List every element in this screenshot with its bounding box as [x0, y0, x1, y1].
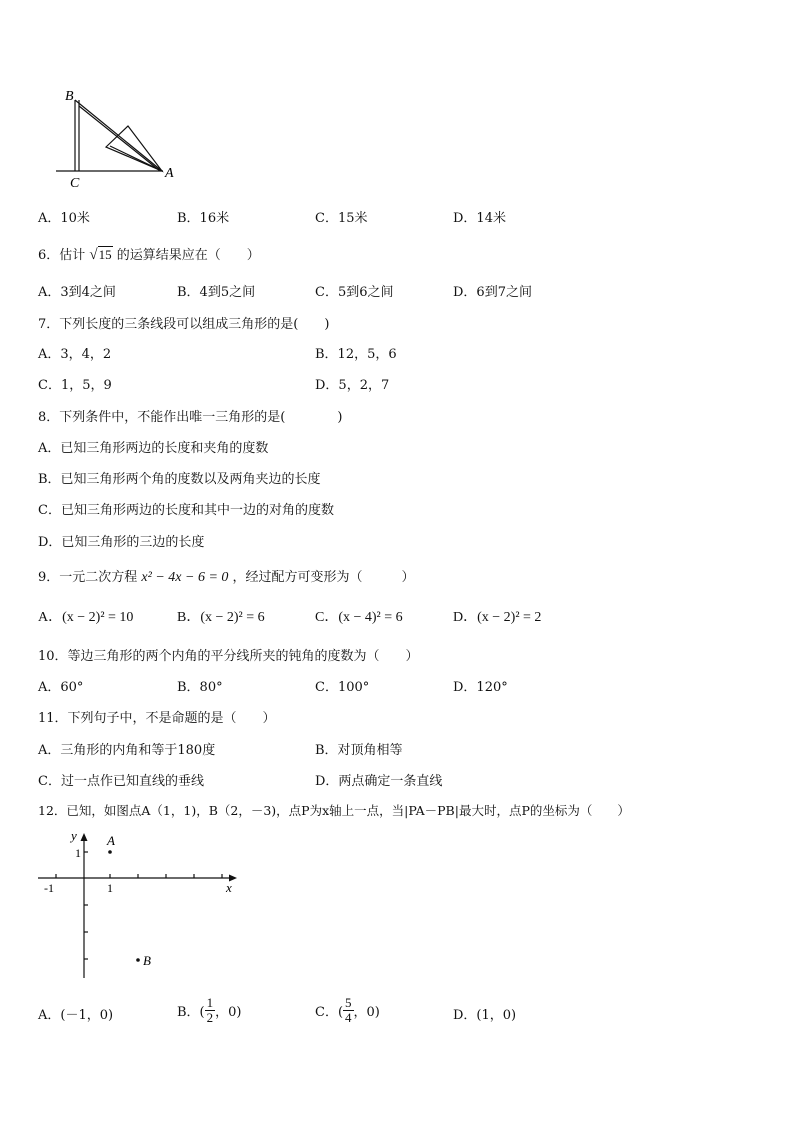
q7-stem: 7．下列长度的三条线段可以组成三角形的是( ) — [38, 317, 330, 332]
q9-suffix: ，经过配方可变形为（ ） — [232, 570, 415, 585]
q12-b-numerator: 1 — [206, 995, 214, 1010]
q5-option-c: C．15米 — [315, 211, 368, 226]
q12-b-denominator: 2 — [206, 1010, 214, 1025]
sqrt-radicand: 15 — [98, 247, 112, 262]
q7-option-b: B．12，5，6 — [315, 347, 397, 362]
q12-stem: 12．已知，如图点A（1，1)，B（2，－3)，点P为x轴上一点，当|PA－PB|最大时，点P的坐标为（ ） — [38, 803, 630, 818]
label-C: C — [70, 176, 80, 190]
q8-option-d: D．已知三角形的三边的长度 — [38, 535, 205, 550]
q9-equation: x² − 4x − 6 = 0 — [141, 570, 229, 585]
coordinate-figure — [34, 826, 244, 984]
label-A: A — [165, 166, 174, 181]
q7-option-a: A．3，4，2 — [38, 347, 112, 362]
q8-option-a: A．已知三角形两边的长度和夹角的度数 — [38, 441, 269, 456]
q12-c-numerator: 5 — [345, 995, 352, 1010]
label-B: B — [65, 89, 74, 104]
q6-option-a: A．3到4之间 — [38, 285, 116, 300]
sqrt-expression: √15 — [89, 247, 112, 263]
q10-option-d: D．120° — [453, 680, 508, 695]
tick-label-y1: 1 — [75, 846, 81, 860]
q9-stem — [38, 566, 415, 586]
q7-option-c: C．1，5，9 — [38, 378, 112, 393]
triangle-figure — [48, 84, 188, 190]
q12-c-denominator: 4 — [345, 1010, 352, 1025]
q5-option-b: B．16米 — [177, 211, 230, 226]
q6-stem — [38, 244, 260, 264]
q6-option-d: D．6到7之间 — [453, 285, 532, 300]
q10-stem: 10．等边三角形的两个内角的平分线所夹的钝角的度数为（ ） — [38, 649, 419, 664]
q5-option-a: A．10米 — [38, 211, 90, 226]
q7-option-d: D．5，2，7 — [315, 378, 390, 393]
q9-option-a: A．(x − 2)² = 10 — [38, 610, 134, 625]
q10-option-a: A．60° — [38, 680, 84, 695]
label-point-a: A — [107, 833, 115, 848]
q10-option-c: C．100° — [315, 680, 370, 695]
q8-option-c: C．已知三角形两边的长度和其中一边的对角的度数 — [38, 503, 334, 518]
q11-option-c: C．过一点作已知直线的垂线 — [38, 774, 204, 789]
q9-option-d: D．(x − 2)² = 2 — [453, 610, 542, 625]
x-axis-label: x — [226, 880, 232, 895]
q9-option-c: C．(x − 4)² = 6 — [315, 610, 403, 625]
q8-option-b: B．已知三角形两个角的度数以及两角夹边的长度 — [38, 472, 321, 487]
label-point-b: B — [143, 953, 151, 968]
q12-option-a: A．(－1，0) — [38, 1008, 114, 1023]
tick-label-x1: 1 — [107, 881, 113, 895]
y-axis-label: y — [71, 828, 77, 843]
q6-suffix: 的运算结果应在（ ） — [116, 248, 260, 263]
q10-option-b: B．80° — [177, 680, 223, 695]
q12-option-c: C．( $\frac{5}{4}$ ，0) — [315, 995, 380, 1025]
tick-label-neg1: -1 — [44, 881, 54, 895]
point-a — [108, 850, 112, 854]
q12-option-b: B．( $\frac{1}{2}$ ，0) — [177, 995, 242, 1025]
q8-stem: 8．下列条件中，不能作出唯一三角形的是( ) — [38, 410, 343, 425]
q6-prefix: 6．估计 — [38, 248, 86, 263]
q11-option-b: B．对顶角相等 — [315, 743, 403, 758]
q11-option-d: D．两点确定一条直线 — [315, 774, 443, 789]
q11-stem: 11．下列句子中，不是命题的是（ ） — [38, 711, 276, 726]
q6-option-b: B．4到5之间 — [177, 285, 256, 300]
q9-prefix: 9．一元二次方程 — [38, 570, 138, 585]
q12-option-d: D．(1，0) — [453, 1008, 517, 1023]
q11-option-a: A．三角形的内角和等于180度 — [38, 743, 216, 758]
q5-option-d: D．14米 — [453, 211, 506, 226]
point-b — [136, 958, 140, 962]
q9-option-b: B．(x − 2)² = 6 — [177, 610, 265, 625]
q6-option-c: C．5到6之间 — [315, 285, 394, 300]
